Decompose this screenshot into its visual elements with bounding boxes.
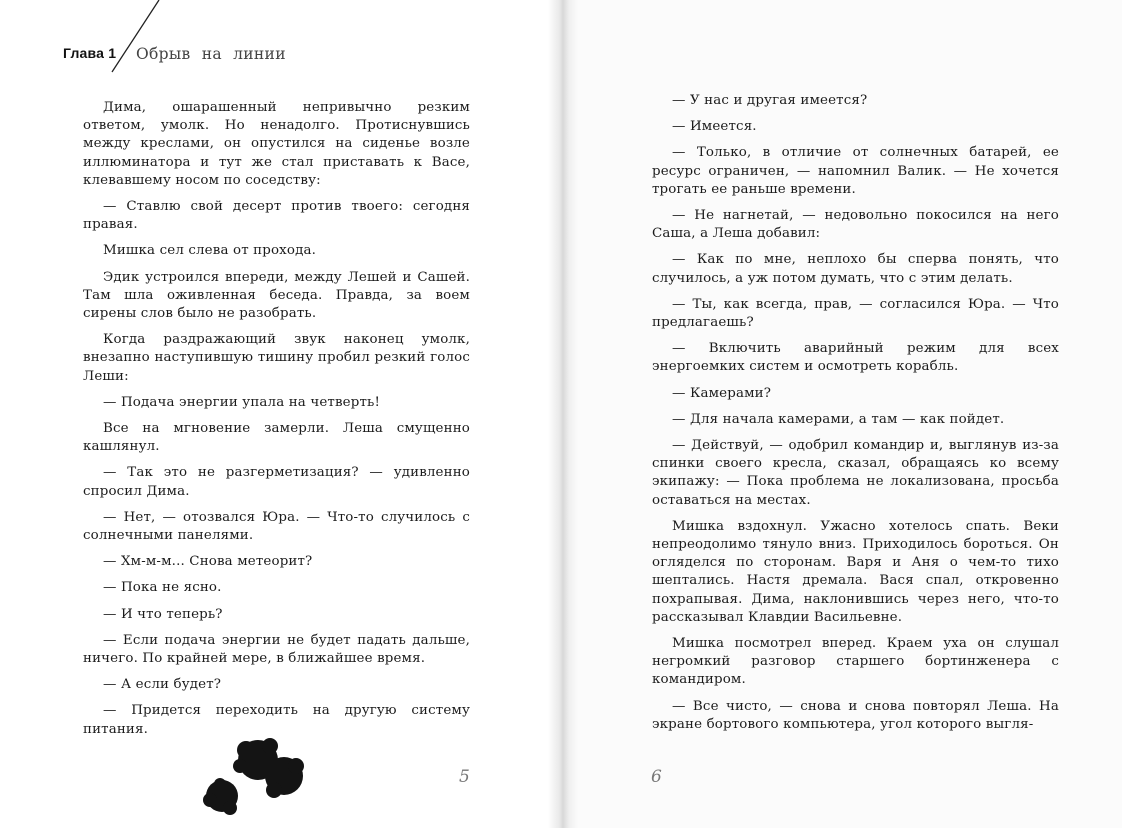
book-gutter	[548, 0, 578, 828]
paragraph: — Имеется.	[672, 119, 757, 135]
left-page	[0, 0, 560, 828]
paragraph: — Ты, как всегда, прав, — согласился Юра. — Что предлагаешь?	[652, 296, 1059, 331]
chapter-title: Обрыв на линии	[136, 45, 286, 63]
paragraph: Мишка вздохнул. Ужасно хотелось спать. Веки непреодолимо тянуло вниз. Приходилось бороться. Он огляделся по сторонам. Варя и Аня о чем-то тихо шептались. Настя дремала. Вася спал, откровенно похрапывая. Дима, наклонившись через него, что-то рассказывал Клавдии Васильевне.	[652, 518, 1059, 625]
paragraph: — Так это не разгерметизация? — удивленно спросил Дима.	[83, 465, 470, 499]
paragraph: — Для начала камерами, а там — как пойдет.	[672, 411, 1005, 427]
header-diagonal-line	[108, 0, 168, 80]
paragraph: — У нас и другая имеется?	[672, 93, 868, 108]
paragraph: — Нет, — отозвался Юра. — Что-то случилось с солнечными панелями.	[83, 509, 470, 544]
paragraph: Мишка посмотрел вперед. Краем уха он слушал негромкий разговор старшего бортинженера с командиром.	[652, 636, 1059, 688]
paragraph: — Не нагнетай, — недовольно покосился на него Саша, а Леша добавил:	[652, 208, 1059, 242]
ink-blot-decoration	[200, 738, 310, 820]
paragraph: — Камерами?	[672, 385, 772, 401]
paragraph: — Подача энергии упала на четверть!	[103, 394, 380, 410]
paragraph: — Ставлю свой десерт против твоего: сегодня правая.	[83, 199, 470, 233]
chapter-label: Глава 1	[63, 45, 117, 61]
page-number: 5	[459, 767, 470, 787]
paragraph: — Включить аварийный режим для всех энергоемких систем и осмотреть корабль.	[652, 341, 1059, 375]
paragraph: — Все чисто, — снова и снова повторял Леша. На экране бортового компьютера, угол которого выгля-	[652, 698, 1059, 732]
paragraph: Мишка сел слева от прохода.	[103, 243, 317, 259]
left-page-text	[83, 99, 470, 747]
paragraph: — Если подача энергии не будет падать дальше, ничего. По крайней мере, в ближайшее время.	[83, 632, 470, 667]
paragraph: — Хм-м-м... Снова метеорит?	[103, 554, 313, 570]
paragraph: — Действуй, — одобрил командир и, выглянув из-за спинки своего кресла, сказал, обращаясь ко всему экипажу: — Пока проблема не локализована, просьба оставаться на местах.	[652, 438, 1059, 508]
paragraph: Когда раздражающий звук наконец умолк, внезапно наступившую тишину пробил резкий голос Леши:	[83, 332, 470, 384]
paragraph: Все на мгновение замерли. Леша смущенно кашлянул.	[83, 421, 470, 455]
paragraph: — Придется переходить на другую систему питания.	[83, 703, 470, 737]
paragraph: — Пока не ясно.	[103, 580, 222, 596]
right-page-text	[652, 92, 1059, 742]
paragraph: — Как по мне, неплохо бы сперва понять, что случилось, а уж потом думать, что с этим делать.	[652, 252, 1059, 286]
paragraph: — Только, в отличие от солнечных батарей, ее ресурс ограничен, — напомнил Валик. — Не хочется трогать ее раньше времени.	[652, 145, 1059, 197]
page-number: 6	[651, 767, 662, 787]
paragraph: — И что теперь?	[103, 606, 223, 622]
paragraph: — А если будет?	[103, 677, 222, 693]
paragraph: Дима, ошарашенный непривычно резким ответом, умолк. Но ненадолго. Протиснувшись между креслами, он опустился на сиденье возле иллюминатора и тут же стал приставать к Васе, клевавшему носом по соседству:	[83, 100, 470, 188]
paragraph: Эдик устроился впереди, между Лешей и Сашей. Там шла оживленная беседа. Правда, за воем сирены слов было не разобрать.	[83, 269, 470, 322]
